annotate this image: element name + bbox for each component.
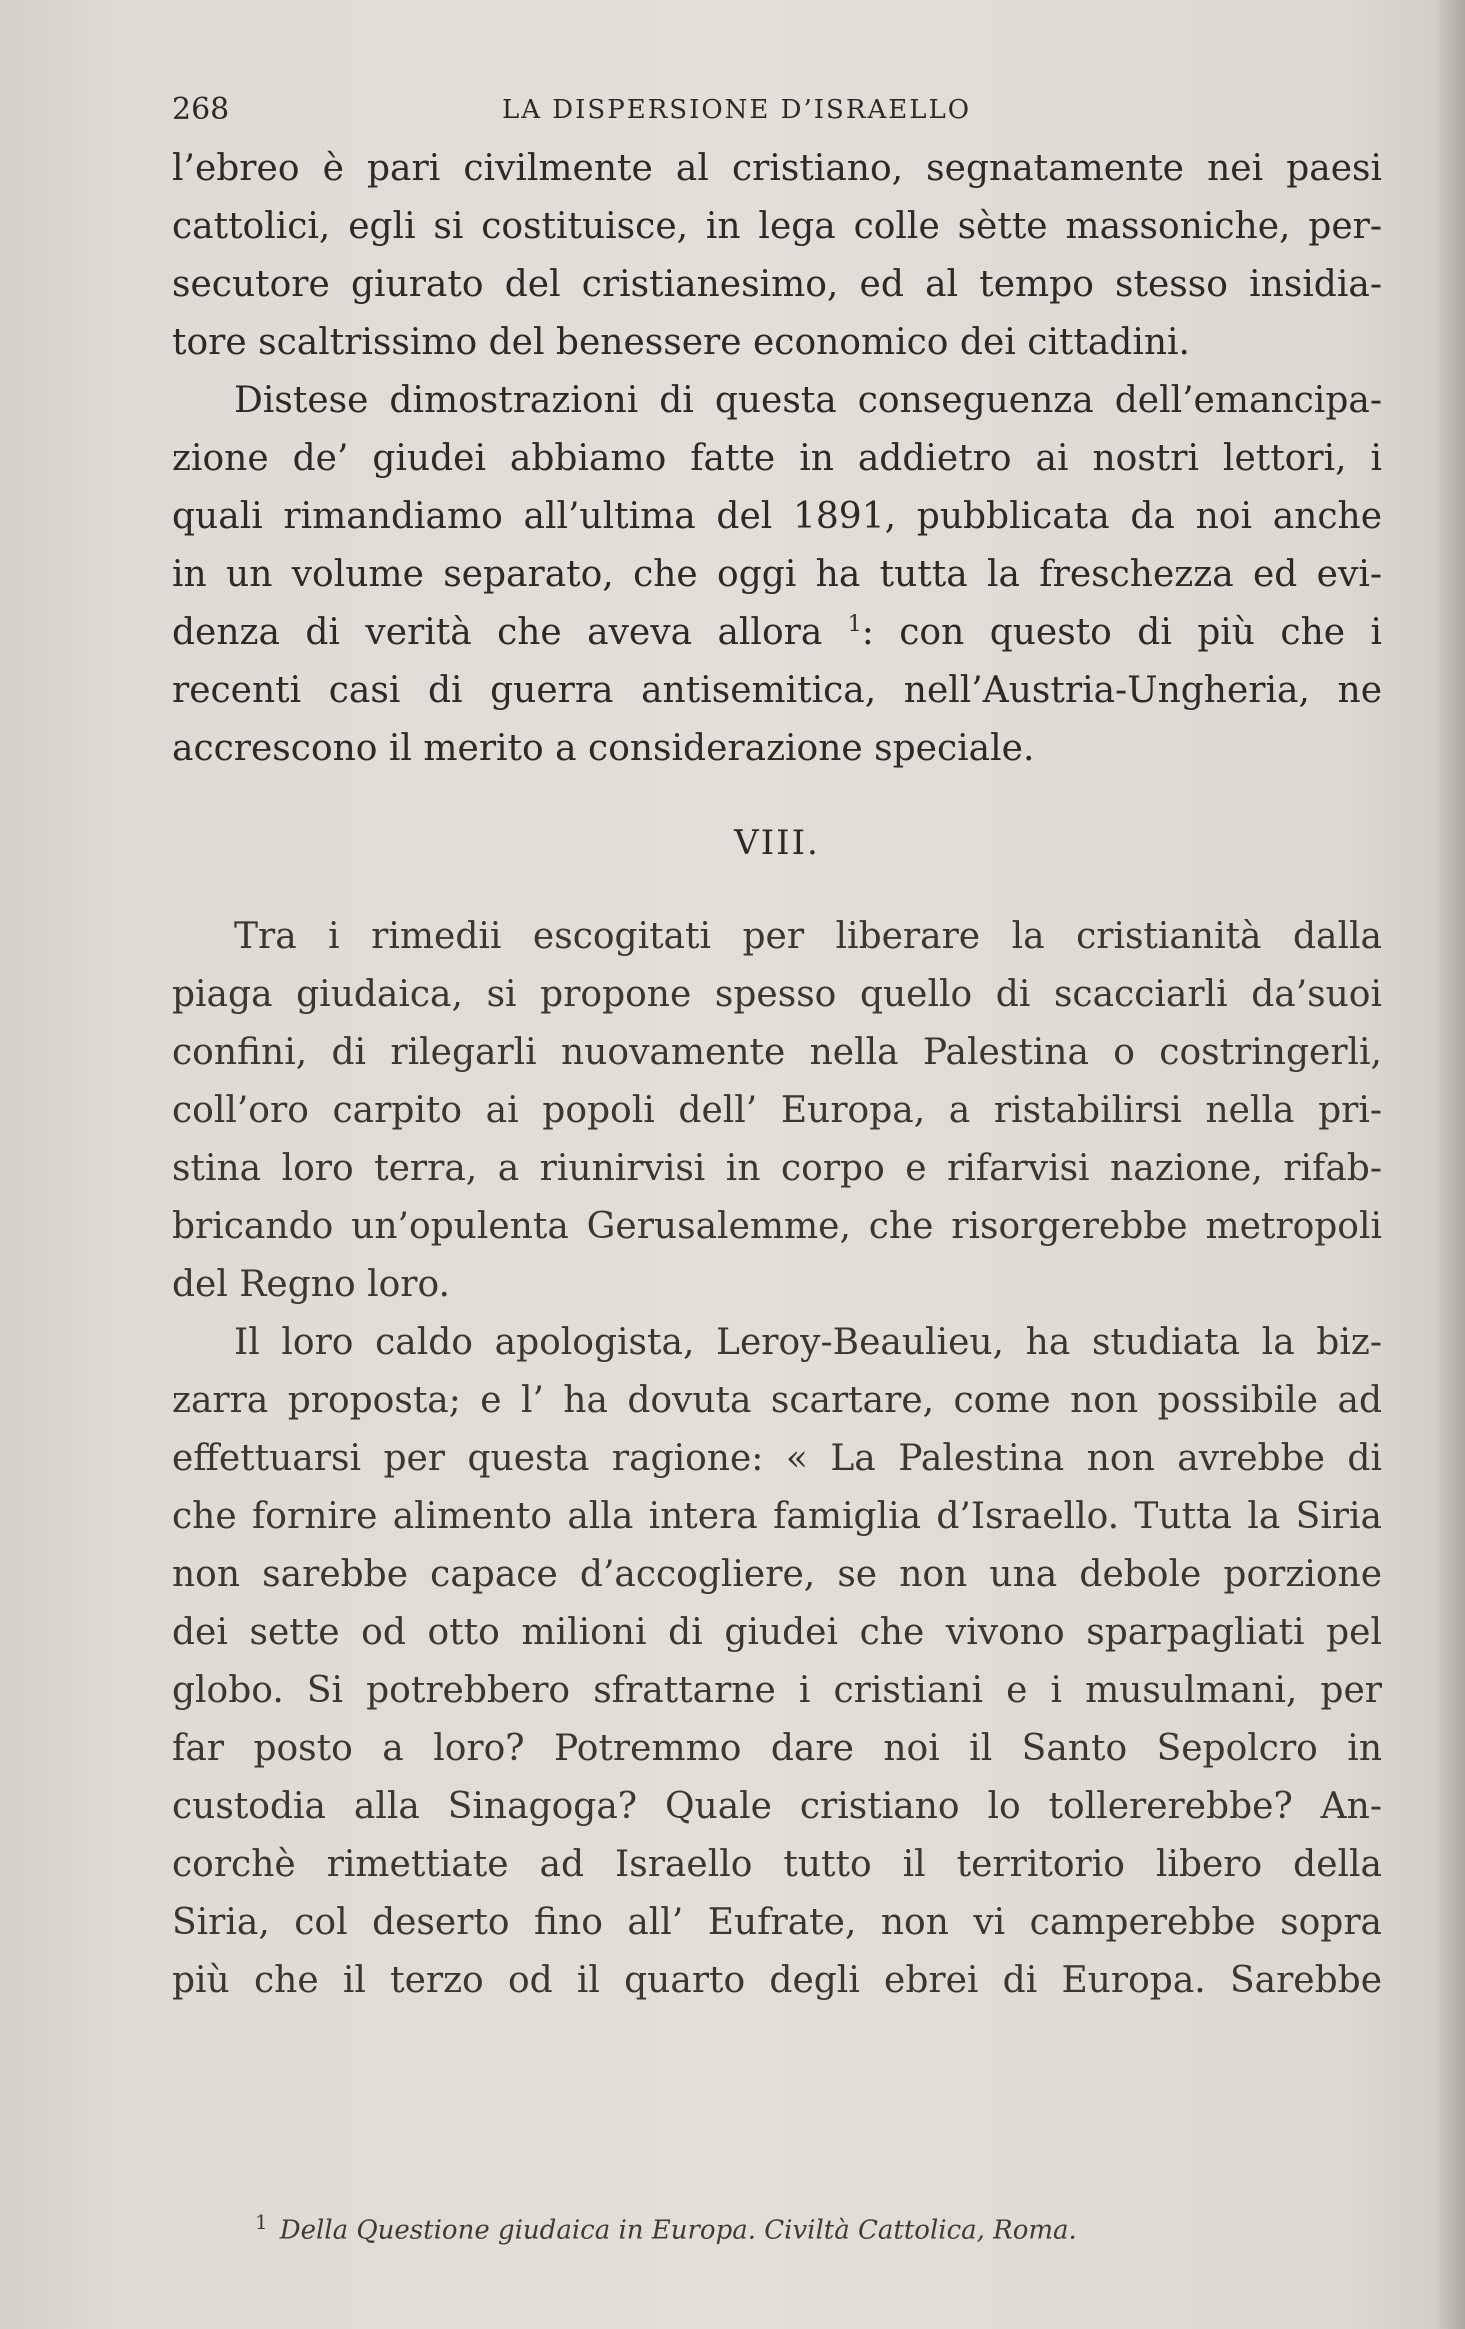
text-line: Tra i rimedii escogitati per liberare la cristianità dalla bbox=[234, 916, 1382, 957]
text-line: recenti casi di guerra antisemitica, nell’Austria-Ungheria, ne bbox=[172, 670, 1382, 711]
text-line: coll’oro carpito ai popoli dell’ Europa, a ristabilirsi nella pri- bbox=[172, 1090, 1382, 1131]
text-line: globo. Si potrebbero sfrattarne i cristiani e i musulmani, per bbox=[172, 1670, 1382, 1711]
page-edge-shadow bbox=[1435, 0, 1465, 2329]
text-line: Siria, col deserto fino all’ Eufrate, non vi camperebbe sopra bbox=[172, 1902, 1382, 1943]
text-line: in un volume separato, che oggi ha tutta la freschezza ed evi- bbox=[172, 554, 1382, 595]
section-heading: VIII. bbox=[734, 823, 820, 863]
text-line: corchè rimettiate ad Israello tutto il territorio libero della bbox=[172, 1844, 1382, 1885]
footnote-text: Della Questione giudaica in Europa. Civiltà Cattolica, Roma. bbox=[279, 2215, 1077, 2246]
page-number: 268 bbox=[172, 92, 230, 127]
text-line-with-footnote-ref bbox=[172, 604, 1382, 662]
paragraph-2 bbox=[172, 372, 1382, 778]
text-line: zione de’ giudei abbiamo fatte in addietro ai nostri lettori, i bbox=[172, 438, 1382, 479]
footnote bbox=[255, 2210, 1077, 2246]
text-line: far posto a loro? Potremmo dare noi il Santo Sepolcro in bbox=[172, 1728, 1382, 1769]
text-line: bricando un’opulenta Gerusalemme, che risorgerebbe metropoli bbox=[172, 1206, 1382, 1247]
text-line: Il loro caldo apologista, Leroy-Beaulieu, ha studiata la biz- bbox=[234, 1322, 1382, 1363]
text-line: l’ebreo è pari civilmente al cristiano, segnatamente nei paesi bbox=[172, 148, 1382, 189]
text-line: dei sette od otto milioni di giudei che vivono sparpagliati pel bbox=[172, 1612, 1382, 1653]
text-line: confini, di rilegarli nuovamente nella Palestina o costringerli, bbox=[172, 1032, 1382, 1073]
text-segment: : con questo di più che i bbox=[861, 612, 1382, 653]
text-line: custodia alla Sinagoga? Quale cristiano lo tollererebbe? An- bbox=[172, 1786, 1382, 1827]
footnote-mark: 1 bbox=[255, 2210, 268, 2234]
paragraph-4 bbox=[172, 1314, 1382, 2010]
text-line: più che il terzo od il quarto degli ebrei di Europa. Sarebbe bbox=[172, 1960, 1382, 2001]
text-segment: denza di verità che aveva allora bbox=[172, 612, 823, 653]
text-line: stina loro terra, a riunirvisi in corpo e rifarvisi nazione, rifab- bbox=[172, 1148, 1382, 1189]
text-line: accrescono il merito a considerazione speciale. bbox=[172, 728, 1035, 769]
text-line: non sarebbe capace d’accogliere, se non una debole porzione bbox=[172, 1554, 1382, 1595]
text-line: Distese dimostrazioni di questa conseguenza dell’emancipa- bbox=[234, 380, 1382, 421]
page-body bbox=[172, 80, 1382, 2010]
paragraph-3 bbox=[172, 908, 1382, 1314]
text-line: piaga giudaica, si propone spesso quello di scacciarli da’suoi bbox=[172, 974, 1382, 1015]
text-line: effettuarsi per questa ragione: « La Palestina non avrebbe di bbox=[172, 1438, 1382, 1479]
text-line: del Regno loro. bbox=[172, 1264, 450, 1305]
text-line: cattolici, egli si costituisce, in lega colle sètte massoniche, per- bbox=[172, 206, 1382, 247]
text-line: quali rimandiamo all’ultima del 1891, pubblicata da noi anche bbox=[172, 496, 1382, 537]
text-line: che fornire alimento alla intera famiglia d’Israello. Tutta la Siria bbox=[172, 1496, 1382, 1537]
page-header bbox=[172, 80, 1382, 140]
footnote-reference: 1 bbox=[847, 612, 862, 637]
text-line: tore scaltrissimo del benessere economico dei cittadini. bbox=[172, 322, 1190, 363]
paragraph-1 bbox=[172, 140, 1382, 372]
text-line: secutore giurato del cristianesimo, ed al tempo stesso insidia- bbox=[172, 264, 1382, 305]
running-title: LA DISPERSIONE D’ISRAELLO bbox=[502, 95, 972, 125]
text-line: zarra proposta; e l’ ha dovuta scartare, come non possibile ad bbox=[172, 1380, 1382, 1421]
